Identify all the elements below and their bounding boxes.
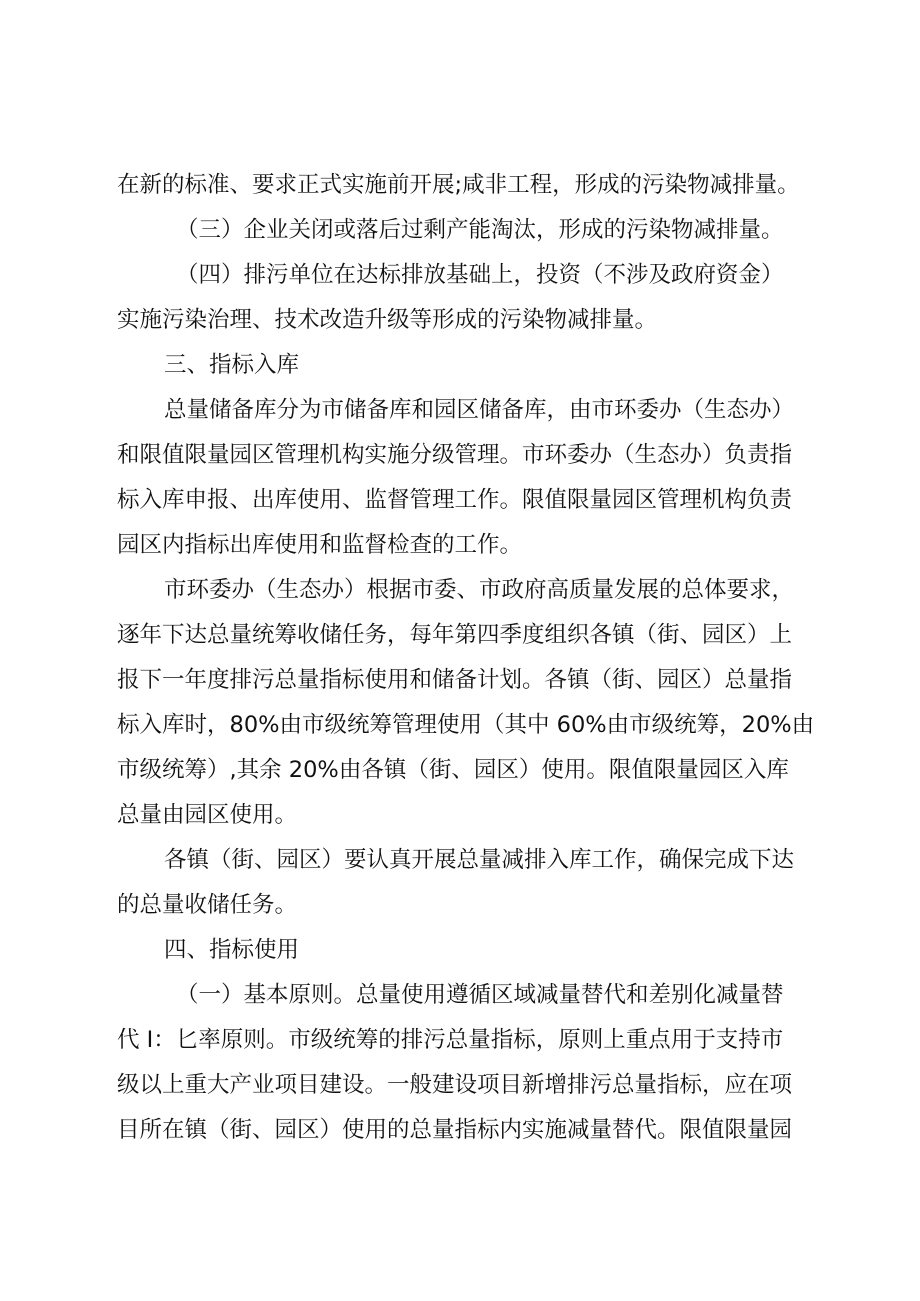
- text-line: 标入库时，80%由市级统筹管理使用（其中 60%由市级统筹，20%由: [117, 712, 815, 738]
- text-line: 标入库申报、出库使用、监督管理工作。限值限量园区管理机构负责: [117, 487, 793, 513]
- text-line: 实施污染治理、技术改造升级等形成的污染物减排量。: [117, 307, 658, 333]
- section-heading: 四、指标使用: [164, 937, 300, 963]
- text-line: 总量由园区使用。: [117, 802, 298, 828]
- section-heading: 三、指标入库: [164, 352, 300, 378]
- text-line: 市级统筹）,其余 20%由各镇（街、园区）使用。限值限量园区入库: [117, 757, 789, 783]
- text-line: 在新的标准、要求正式实施前开展;咸非工程，形成的污染物减排量。: [117, 172, 800, 198]
- text-line: （三）企业关闭或落后过剩产能淘汰，形成的污染物减排量。: [176, 217, 784, 243]
- text-line: 和限值限量园区管理机构实施分级管理。市环委办（生态办）负责指: [117, 442, 793, 468]
- text-line: 市环委办（生态办）根据市委、市政府高质量发展的总体要求，: [164, 577, 795, 603]
- text-line: 总量储备库分为市储备库和园区储备库，由市环委办（生态办）: [164, 397, 795, 423]
- text-line: 各镇（街、园区）要认真开展总量减排入库工作，确保完成下达: [164, 847, 795, 873]
- text-line: 的总量收储任务。: [117, 892, 298, 918]
- text-line: 目所在镇（街、园区）使用的总量指标内实施减量替代。限值限量园: [117, 1117, 793, 1143]
- text-line: 园区内指标出库使用和监督检查的工作。: [117, 532, 523, 558]
- text-line: 逐年下达总量统筹收储任务，每年第四季度组织各镇（街、园区）上: [117, 622, 793, 648]
- text-line: （一）基本原则。总量使用遵循区域减量替代和差别化减量替: [176, 982, 784, 1008]
- text-line: 报下一年度排污总量指标使用和储备计划。各镇（街、园区）总量指: [117, 667, 793, 693]
- text-line: 代 I：匕率原则。市级统筹的排污总量指标，原则上重点用于支持市: [117, 1027, 784, 1053]
- text-line: 级以上重大产业项目建设。一般建设项目新增排污总量指标，应在项: [117, 1072, 793, 1098]
- text-line: （四）排污单位在达标排放基础上，投资（不涉及政府资金）: [176, 262, 784, 288]
